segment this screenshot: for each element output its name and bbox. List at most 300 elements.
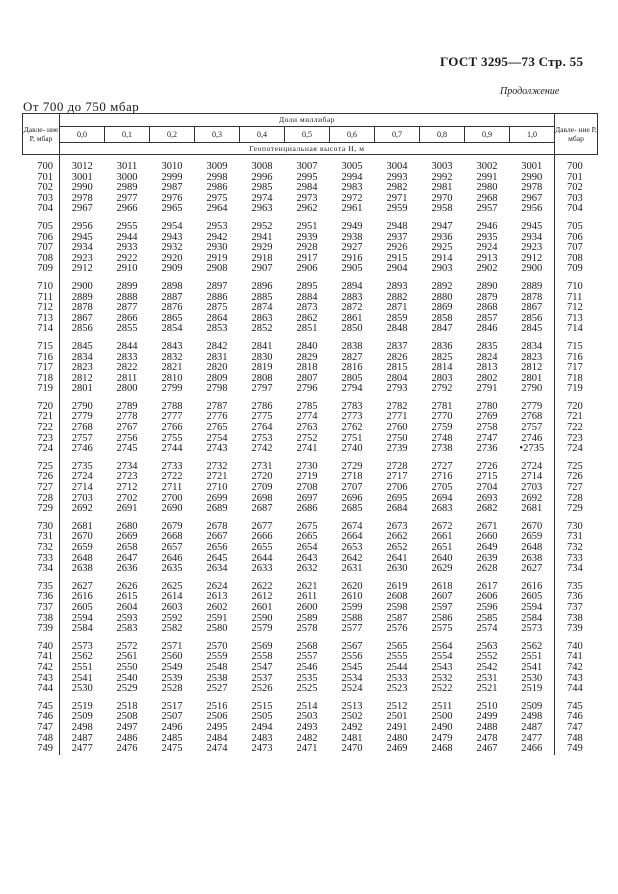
table-range-title: От 700 до 750 мбар [23,99,140,114]
table-value: 2551 [71,661,93,673]
table-value: 2964 [206,203,228,215]
table-value: 2719 [296,471,318,483]
table-value: 734 [567,563,583,575]
height-cell [510,575,555,635]
height-cell [510,635,555,695]
table-value: 2724 [521,460,543,472]
table-value: 2974 [251,192,273,204]
table-value: 2947 [431,220,453,232]
height-cell [375,695,420,755]
table-value: 2913 [476,252,498,264]
table-value: 731 [567,531,583,543]
table-value: 2586 [431,612,453,624]
table-value: 2610 [341,591,363,603]
height-cell [285,395,330,455]
table-value: 2912 [521,252,543,264]
table-value: 2585 [476,612,498,624]
table-value: 2942 [206,231,228,243]
table-value: 2600 [296,601,318,613]
table-value: 2963 [251,203,273,215]
height-cell [240,575,285,635]
table-value: 2933 [116,242,138,254]
table-value: 2640 [431,552,453,564]
pressure-cell-right [555,635,598,695]
table-value: 2505 [251,711,273,723]
table-value: 2790 [71,400,93,412]
table-value: 2674 [341,520,363,532]
column-header: 0,9 [465,127,510,143]
table-value: 2707 [341,482,363,494]
table-value: 2588 [341,612,363,624]
height-cell [240,695,285,755]
table-value: 2680 [116,520,138,532]
table-value: 2812 [521,362,543,374]
table-value: 2696 [341,492,363,504]
table-value: 2573 [71,640,93,652]
table-value: 2778 [116,411,138,423]
table-value: 2880 [431,291,453,303]
table-value: 2471 [296,743,318,755]
height-cell [375,275,420,335]
table-value: 2604 [116,601,138,613]
height-cell [60,215,105,275]
table-value: 2619 [386,580,408,592]
table-value: 2842 [206,340,228,352]
table-value: 2613 [206,591,228,603]
table-value: 2955 [116,220,138,232]
table-value: 738 [37,612,53,624]
pressure-cell-right [555,455,598,515]
table-value: 726 [37,471,53,483]
table-value: 733 [37,552,53,564]
table-value: 739 [37,623,53,635]
table-value: 2635 [161,563,183,575]
data-block-row [23,275,598,335]
table-value: 2831 [206,351,228,363]
table-value: 2930 [206,242,228,254]
table-value: 2681 [71,520,93,532]
table-value: 2869 [431,302,453,314]
table-value: 742 [567,661,583,673]
height-cell [240,395,285,455]
table-value: 705 [567,220,583,232]
table-value: 2939 [296,231,318,243]
table-value: 704 [37,203,53,215]
table-value: 2530 [521,672,543,684]
table-value: 707 [37,242,53,254]
table-value: 734 [37,563,53,575]
table-value: 736 [37,591,53,603]
height-cell [195,695,240,755]
height-cell [375,575,420,635]
table-value: 2692 [521,492,543,504]
table-value: 2734 [116,460,138,472]
table-value: 2515 [251,700,273,712]
table-value: 2723 [116,471,138,483]
pressure-cell-right [555,215,598,275]
table-value: 707 [567,242,583,254]
table-value: 2866 [116,312,138,324]
table-value: •2735 [519,443,545,455]
data-block-row [23,455,598,515]
table-value: 2594 [71,612,93,624]
pressure-cell-left [23,635,60,695]
table-value: 729 [37,503,53,515]
table-value: 2709 [251,482,273,494]
table-value: 2808 [251,372,273,384]
table-value: 2634 [206,563,228,575]
table-value: 709 [37,263,53,275]
table-value: 2800 [116,383,138,395]
table-value: 2487 [521,721,543,733]
table-value: 702 [567,182,583,194]
table-value: 744 [567,683,583,695]
table-value: 2571 [161,640,183,652]
table-value: 732 [37,542,53,553]
height-cell [510,215,555,275]
height-cell [465,515,510,575]
height-cell [150,215,195,275]
table-value: 2488 [476,721,498,733]
table-value: 3003 [431,161,453,172]
table-value: 2531 [476,672,498,684]
height-cell [420,695,465,755]
table-value: 2990 [71,182,93,194]
height-cell [330,455,375,515]
pressure-label-left: Давле- ние P, мбар [23,114,60,155]
table-value: 2537 [251,672,273,684]
table-value: 2616 [521,580,543,592]
table-value: 2475 [161,743,183,755]
table-value: 2510 [476,700,498,712]
table-value: 2970 [431,192,453,204]
column-header: 0,3 [195,127,240,143]
height-cell [465,575,510,635]
table-value: 2598 [386,601,408,613]
table-value: 2903 [431,263,453,275]
table-value: 2660 [476,531,498,543]
table-value: 2722 [161,471,183,483]
table-value: 2967 [521,192,543,204]
table-value: 711 [567,291,583,303]
pressure-cell-left [23,335,60,395]
table-value: 2673 [386,520,408,532]
table-value: 710 [37,280,53,292]
height-cell [465,215,510,275]
table-value: 2837 [386,340,408,352]
table-value: 2483 [251,732,273,744]
table-value: 2611 [296,591,318,603]
table-value: 2670 [521,520,543,532]
table-value: 2889 [71,291,93,303]
table-value: 2986 [206,182,228,194]
table-value: 2627 [521,563,543,575]
table-value: 2918 [251,252,273,264]
table-value: 2564 [431,640,453,652]
height-cell [330,275,375,335]
height-cell [150,335,195,395]
table-value: 2652 [386,542,408,553]
table-value: 2900 [521,263,543,275]
table-value: 2544 [386,661,408,673]
table-value: 2675 [296,520,318,532]
table-value: 2996 [251,171,273,183]
table-value: 2638 [71,563,93,575]
height-cell [150,695,195,755]
height-cell [375,215,420,275]
fraction-group-header: Доли миллибар [60,114,555,127]
table-value: 2897 [206,280,228,292]
pressure-cell-right [555,275,598,335]
table-value: 2579 [251,623,273,635]
table-value: 2973 [296,192,318,204]
table-value: 3012 [71,161,93,172]
table-value: 2838 [341,340,363,352]
table-value: 745 [37,700,53,712]
table-value: 2874 [251,302,273,314]
table-value: 2679 [161,520,183,532]
table-value: 2766 [161,422,183,434]
table-value: 2845 [71,340,93,352]
height-cell [285,215,330,275]
table-value: 2738 [431,443,453,455]
table-value: 2617 [476,580,498,592]
height-cell [510,695,555,755]
height-cell [105,275,150,335]
table-value: 3005 [341,161,363,172]
table-value: 2731 [251,460,273,472]
data-block-row [23,575,598,635]
table-value: 2857 [476,312,498,324]
table-value: 2776 [206,411,228,423]
table-value: 2549 [161,661,183,673]
height-cell [150,575,195,635]
table-value: 2888 [116,291,138,303]
table-value: 730 [567,520,583,532]
height-cell [195,275,240,335]
table-value: 2926 [386,242,408,254]
height-cell [105,155,150,215]
table-value: 2836 [431,340,453,352]
data-block-row [23,335,598,395]
table-value: 2711 [161,482,183,494]
table-value: 2654 [296,542,318,553]
column-header-row [23,127,598,143]
table-value: 2494 [251,721,273,733]
table-value: 2597 [431,601,453,613]
table-value: 2620 [341,580,363,592]
table-value: 2740 [341,443,363,455]
table-value: 736 [567,591,583,603]
table-value: 2519 [71,700,93,712]
table-value: 2799 [161,383,183,395]
table-value: 2914 [431,252,453,264]
table-value: 2875 [206,302,228,314]
table-value: 2703 [71,492,93,504]
pressure-cell-left [23,575,60,635]
height-cell [330,215,375,275]
table-value: 2894 [341,280,363,292]
table-value: 2535 [296,672,318,684]
table-value: 2968 [476,192,498,204]
table-value: 2928 [296,242,318,254]
table-value: 2639 [476,552,498,564]
table-value: 2698 [251,492,273,504]
table-value: 2923 [71,252,93,264]
table-value: 2545 [341,661,363,673]
height-cell [330,155,375,215]
height-cell [465,695,510,755]
height-cell [285,515,330,575]
table-value: 2584 [521,612,543,624]
table-value: 708 [567,252,583,264]
table-value: 2852 [251,323,273,335]
table-value: 2736 [476,443,498,455]
height-cell [420,635,465,695]
table-value: 708 [37,252,53,264]
table-value: 725 [37,460,53,472]
table-value: 2493 [296,721,318,733]
table-value: 723 [37,432,53,444]
table-value: 2877 [116,302,138,314]
table-value: 2605 [71,601,93,613]
table-value: 2477 [521,732,543,744]
table-value: 2582 [161,623,183,635]
column-header: 0,4 [240,127,285,143]
table-value: 3010 [161,161,183,172]
table-value: 2890 [476,280,498,292]
table-value: 2876 [161,302,183,314]
table-value: 2708 [296,482,318,494]
pressure-cell-right [555,695,598,755]
table-value: 2971 [386,192,408,204]
table-value: 2525 [296,683,318,695]
height-cell [105,215,150,275]
height-cell [510,275,555,335]
height-cell [465,395,510,455]
height-cell [375,635,420,695]
table-value: 2978 [71,192,93,204]
table-value: 2684 [386,503,408,515]
table-value: 2905 [341,263,363,275]
table-value: 2769 [476,411,498,423]
table-value: 2982 [386,182,408,194]
column-header: 1,0 [510,127,555,143]
table-value: 2547 [251,661,273,673]
table-value: 701 [567,171,583,183]
table-value: 2558 [251,651,273,663]
table-value: 2972 [341,192,363,204]
table-value: 2794 [341,383,363,395]
table-value: 2630 [386,563,408,575]
pressure-cell-left [23,515,60,575]
table-value: 2883 [341,291,363,303]
table-value: 2607 [431,591,453,603]
table-value: 2616 [71,591,93,603]
height-cell [330,635,375,695]
table-value: 2481 [341,732,363,744]
table-value: 2552 [476,651,498,663]
table-value: 2670 [71,531,93,543]
table-value: 2534 [341,672,363,684]
pressure-cell-left [23,275,60,335]
table-value: 2981 [431,182,453,194]
table-body [23,155,598,755]
table-value: 2994 [341,171,363,183]
height-cell [510,395,555,455]
table-value: 727 [567,482,583,494]
table-value: 706 [37,231,53,243]
table-value: 2765 [206,422,228,434]
table-value: 724 [37,443,53,455]
height-cell [465,635,510,695]
height-cell [240,335,285,395]
table-value: 2820 [206,362,228,374]
table-value: 748 [567,732,583,744]
table-value: 2524 [341,683,363,695]
table-value: 744 [37,683,53,695]
table-value: 2528 [161,683,183,695]
table-value: 701 [37,171,53,183]
table-value: 2466 [521,743,543,755]
table-value: 2983 [341,182,363,194]
table-value: 2689 [206,503,228,515]
table-value: 2763 [296,422,318,434]
table-value: 2469 [386,743,408,755]
table-value: 2487 [71,732,93,744]
table-value: 2655 [251,542,273,553]
table-value: 733 [567,552,583,564]
table-value: 2658 [116,542,138,553]
table-value: 2476 [116,743,138,755]
table-value: 2480 [386,732,408,744]
table-value: 2978 [521,182,543,194]
table-value: 2686 [296,503,318,515]
table-value: 3011 [116,161,138,172]
table-value: 2833 [116,351,138,363]
table-value: 2575 [431,623,453,635]
table-value: 2788 [161,400,183,412]
table-value: 2895 [296,280,318,292]
table-value: 2732 [206,460,228,472]
table-value: 2500 [431,711,453,723]
table-value: 2514 [296,700,318,712]
table-value: 2774 [296,411,318,423]
table-value: 743 [37,672,53,684]
table-value: 2746 [521,432,543,444]
table-value: 2485 [161,732,183,744]
height-cell [510,515,555,575]
table-value: 749 [37,743,53,755]
table-value: 2751 [341,432,363,444]
table-value: 3009 [206,161,228,172]
table-value: 2638 [521,552,543,564]
table-value: 2953 [206,220,228,232]
table-value: 2845 [521,323,543,335]
table-value: 2492 [341,721,363,733]
height-cell [465,455,510,515]
table-value: 2521 [476,683,498,695]
table-value: 2945 [71,231,93,243]
table-value: 2498 [71,721,93,733]
table-value: 741 [37,651,53,663]
table-value: 722 [37,422,53,434]
table-value: 2787 [206,400,228,412]
table-value: 2659 [71,542,93,553]
table-value: 717 [37,362,53,374]
height-cell [465,335,510,395]
table-value: 2603 [161,601,183,613]
